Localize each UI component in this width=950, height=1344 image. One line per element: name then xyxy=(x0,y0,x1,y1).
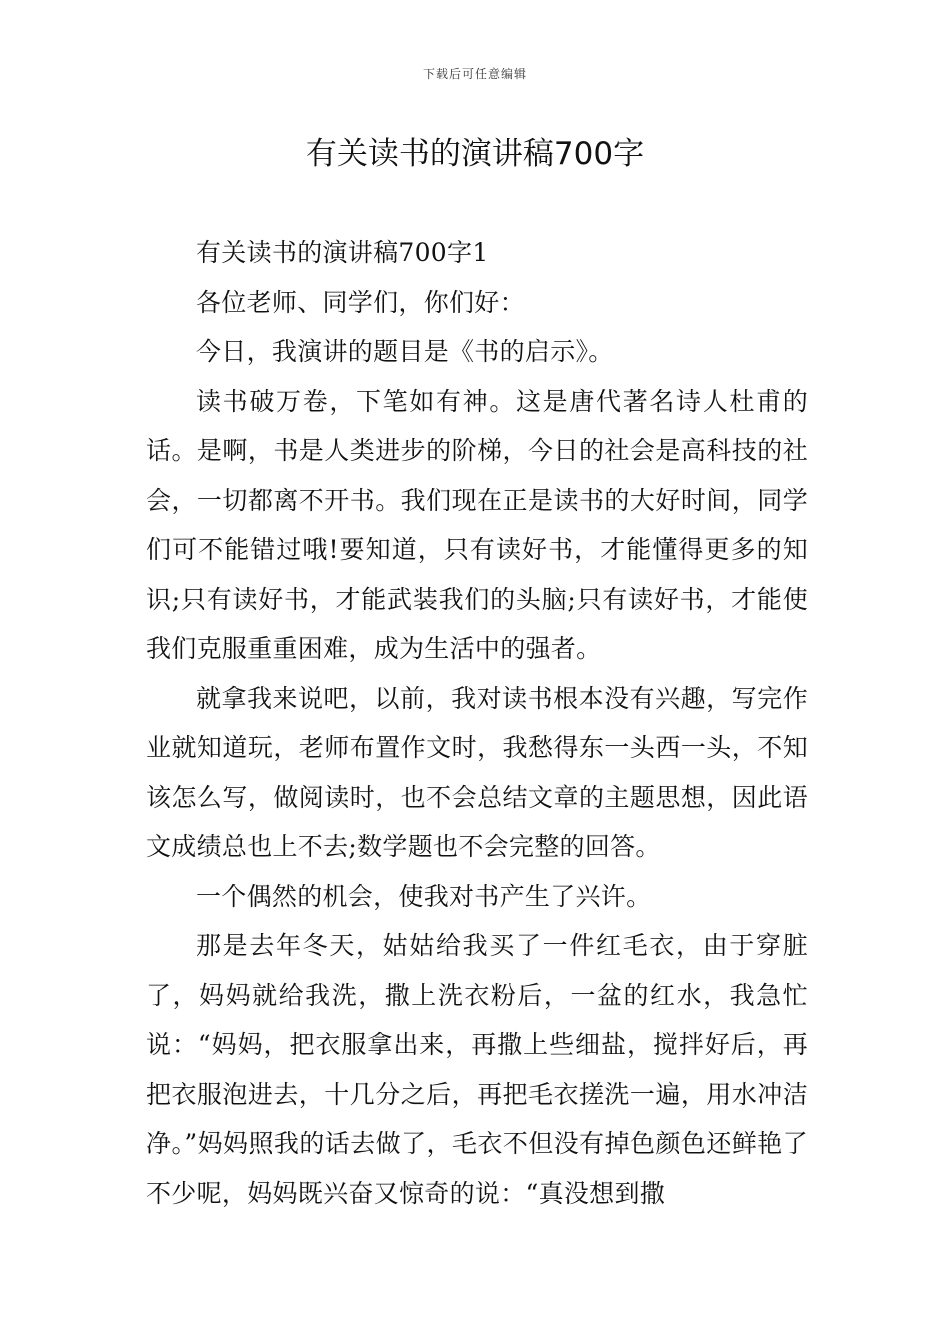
page-title: 有关读书的演讲稿700字 xyxy=(305,136,645,172)
paragraph-topic: 今日，我演讲的题目是《书的启示》。 xyxy=(196,337,614,366)
paragraph-subtitle: 有关读书的演讲稿700字1 xyxy=(196,238,489,267)
header-note: 下载后可任意编辑 xyxy=(422,67,527,81)
paragraph-greeting: 各位老师、同学们，你们好： xyxy=(196,287,525,317)
document-body xyxy=(146,228,808,1218)
paragraph-story: 那是去年冬天，姑姑给我买了一件红毛衣，由于穿脏了，妈妈就给我洗，撒上洗衣粉后，一盆的红水，我急忙说：“妈妈，把衣服拿出来，再撒上些细盐，搅拌好后，再把衣服泡进去，十几分之后，再把毛衣搓洗一遍，用水冲洁净。”妈妈照我的话去做了，毛衣不但没有掉色颜色还鲜艳了不少呢，妈妈既兴奋又惊奇的说：“真没想到撒 xyxy=(146,931,808,1208)
paragraph-chance: 一个偶然的机会，使我对书产生了兴许。 xyxy=(196,881,652,911)
paragraph-quote: 读书破万卷，下笔如有神。这是唐代著名诗人杜甫的话。是啊，书是人类进步的阶梯，今日的社会是高科技的社会，一切都离不开书。我们现在正是读书的大好时间，同学们可不能错过哦!要知道，只有读好书，才能懂得更多的知识;只有读好书，才能武装我们的头脑;只有读好书，才能使我们克服重重困难，成为生活中的强者。 xyxy=(146,386,808,663)
paragraph-personal: 就拿我来说吧，以前，我对读书根本没有兴趣，写完作业就知道玩，老师布置作文时，我愁得东一头西一头，不知该怎么写，做阅读时，也不会总结文章的主题思想，因此语文成绩总也上不去;数学题也不会完整的回答。 xyxy=(146,683,808,861)
